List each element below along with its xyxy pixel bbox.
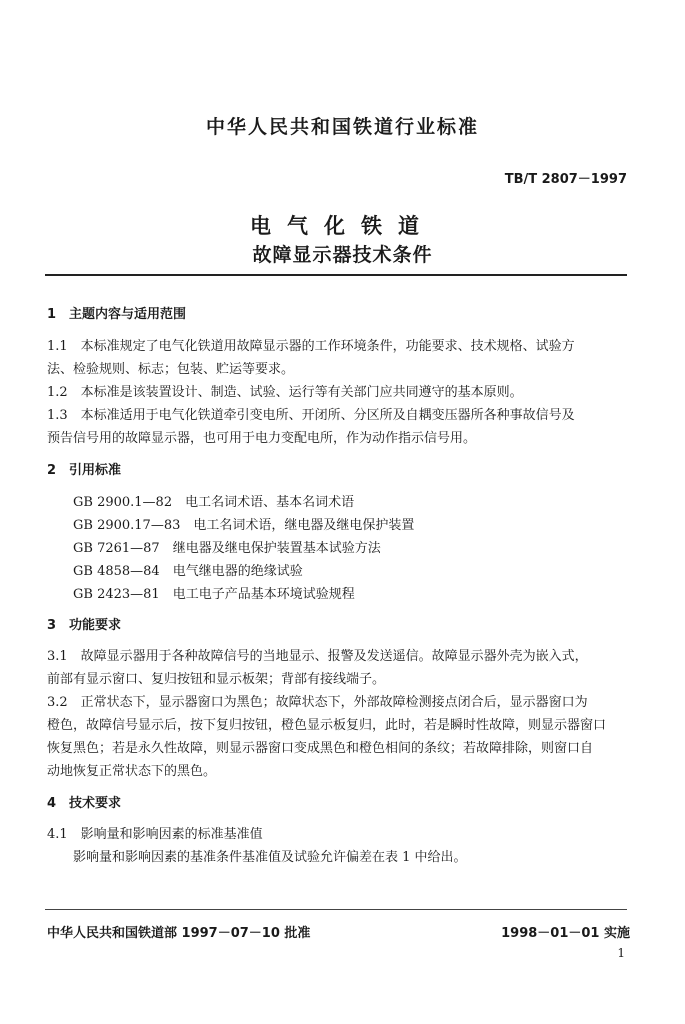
clause-3-1-line2: 前部有显示窗口、复归按钮和显示板架；背部有接线端子。 [47, 672, 386, 687]
clause-1-1-line2: 法、检验规则、标志；包装、贮运等要求。 [47, 362, 295, 377]
reference-item: GB 2900.1—82 电工名词术语、基本名词术语 [73, 495, 355, 510]
clause-3-1-line1: 3.1 故障显示器用于各种故障信号的当地显示、报警及发送遥信。故障显示器外壳为嵌入式， [47, 649, 588, 664]
standard-number: TB/T 2807－1997 [504, 172, 627, 187]
clause-1-1-line1: 1.1 本标准规定了电气化铁道用故障显示器的工作环境条件，功能要求、技术规格、试验方 [47, 339, 575, 354]
page-number: 1 [617, 946, 625, 960]
clause-1-3-line1: 1.3 本标准适用于电气化铁道牵引变电所、开闭所、分区所及自耦变压器所各种事故信号及 [47, 408, 575, 423]
clause-4-1: 4.1 影响量和影响因素的标准基准值 [47, 827, 263, 842]
section-4-heading: 4 技术要求 [47, 796, 122, 811]
title-divider [45, 274, 627, 276]
implementation-date: 1998－01－01 实施 [501, 926, 630, 941]
reference-item: GB 2900.17—83 电工名词术语，继电器及继电保护装置 [73, 518, 415, 533]
reference-item: GB 4858—84 电气继电器的绝缘试验 [73, 564, 303, 579]
reference-item: GB 2423—81 电工电子产品基本环境试验规程 [73, 587, 355, 602]
clause-4-1-body: 影响量和影响因素的基准条件基准值及试验允许偏差在表 1 中给出。 [73, 850, 467, 865]
reference-item: GB 7261—87 继电器及继电保护装置基本试验方法 [73, 541, 381, 556]
clause-3-2-line3: 恢复黑色；若是永久性故障，则显示器窗口变成黑色和橙色相间的条纹；若故障排除，则窗口自 [47, 741, 594, 756]
document-title-line1: 电气化铁道 [250, 214, 435, 238]
document-title-line2: 故障显示器技术条件 [252, 244, 433, 266]
section-2-heading: 2 引用标准 [47, 463, 122, 478]
approval-line: 中华人民共和国铁道部 1997－07－10 批准 [47, 926, 311, 941]
clause-3-2-line1: 3.2 正常状态下，显示器窗口为黑色；故障状态下，外部故障检测接点闭合后，显示器窗口为 [47, 695, 588, 710]
issuing-body-title: 中华人民共和国铁道行业标准 [205, 116, 479, 138]
section-3-heading: 3 功能要求 [47, 618, 122, 633]
footer-divider [45, 909, 627, 910]
clause-3-2-line4: 动地恢复正常状态下的黑色。 [47, 764, 217, 779]
clause-3-2-line2: 橙色，故障信号显示后，按下复归按钮，橙色显示板复归，此时，若是瞬时性故障，则显示器窗口 [47, 718, 607, 733]
section-1-heading: 1 主题内容与适用范围 [47, 307, 187, 322]
clause-1-3-line2: 预告信号用的故障显示器，也可用于电力变配电所，作为动作指示信号用。 [47, 431, 477, 446]
clause-1-2: 1.2 本标准是该装置设计、制造、试验、运行等有关部门应共同遵守的基本原则。 [47, 385, 523, 400]
